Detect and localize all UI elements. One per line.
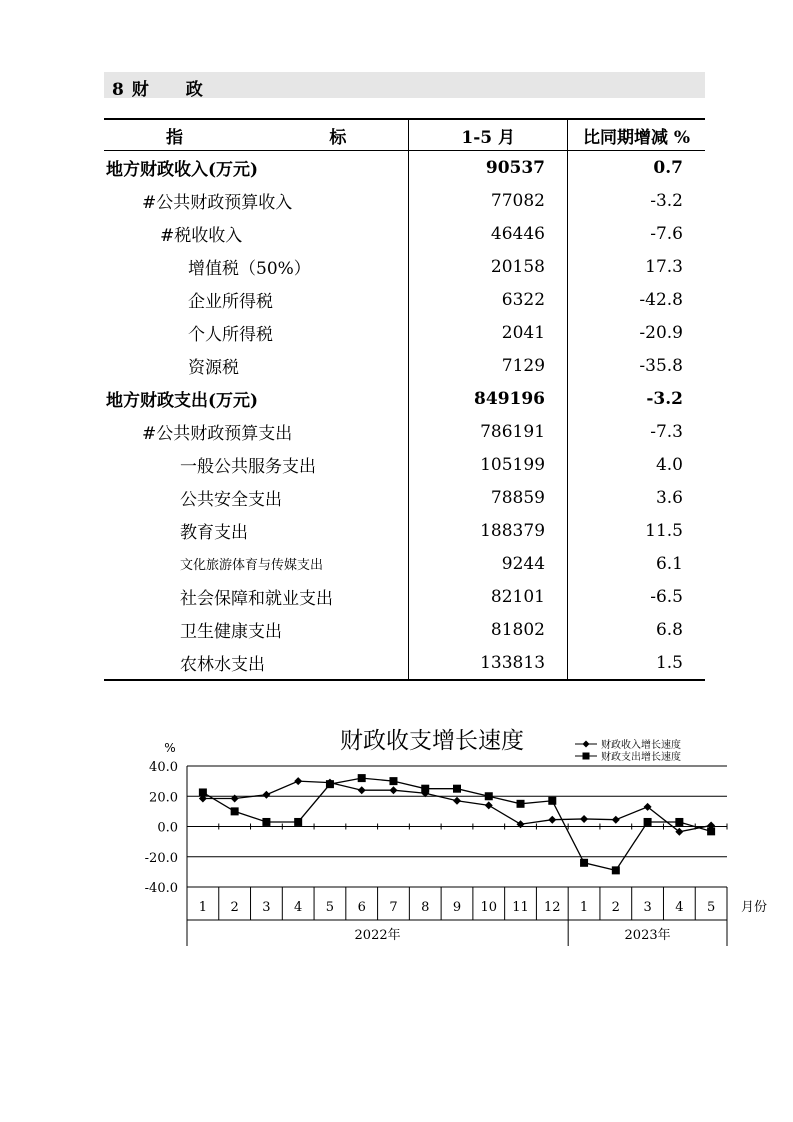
- x-tick-label: 12: [544, 900, 561, 915]
- x-tick-label: 10: [480, 900, 498, 915]
- data-point-revenue: [453, 797, 461, 805]
- table-row: [104, 613, 705, 646]
- row-label: 卫生健康支出: [180, 622, 282, 642]
- x-axis-label: 月份: [740, 900, 768, 915]
- row-change: -3.2: [646, 388, 683, 409]
- row-change: 1.5: [568, 646, 705, 680]
- header-indicator-part2: 标: [329, 127, 347, 148]
- legend-label: 财政支出增长速度: [601, 752, 681, 763]
- header-change: 比同期增减 %: [568, 119, 705, 151]
- data-point-expenditure: [612, 866, 620, 874]
- y-tick-label: 0.0: [157, 820, 178, 836]
- row-label: 资源税: [188, 358, 239, 378]
- year-label: 2022年: [354, 928, 401, 943]
- x-tick-label: 5: [325, 900, 335, 915]
- y-tick-label: 40.0: [149, 760, 178, 775]
- row-change: -42.8: [639, 289, 683, 310]
- table-row: [104, 646, 705, 680]
- data-point-expenditure: [262, 818, 270, 826]
- table-row: [104, 514, 705, 547]
- row-label: 文化旅游体育与传媒支出: [180, 558, 324, 573]
- row-change: 0.7: [653, 157, 683, 178]
- x-tick-label: 2: [230, 900, 239, 915]
- data-point-expenditure: [453, 785, 461, 793]
- row-value: 849196: [409, 382, 568, 415]
- data-point-expenditure: [580, 859, 588, 867]
- table-row: [104, 217, 705, 250]
- data-point-revenue: [612, 816, 620, 824]
- table-row: [104, 448, 705, 481]
- table-row: [104, 382, 705, 415]
- row-label: 地方财政支出(万元): [106, 391, 259, 411]
- header-indicator: [104, 119, 409, 151]
- table-row: [104, 580, 705, 613]
- section-header-bar: [104, 72, 705, 98]
- row-value: 6322: [409, 283, 568, 316]
- row-value: 81802: [409, 613, 568, 646]
- data-point-expenditure: [294, 818, 302, 826]
- row-value: 2041: [409, 316, 568, 349]
- row-change: 3.6: [655, 487, 683, 508]
- row-label: 个人所得税: [188, 325, 273, 345]
- row-label: 地方财政收入(万元): [106, 160, 259, 180]
- legend-marker-diamond: [583, 741, 590, 748]
- row-value: 82101: [409, 580, 568, 613]
- table-row: [104, 184, 705, 217]
- table-row: [104, 250, 705, 283]
- row-label: 社会保障和就业支出: [180, 589, 333, 609]
- finance-table: [104, 118, 705, 681]
- row-change: 4.0: [655, 454, 683, 475]
- row-label: 农林水支出: [104, 646, 409, 680]
- data-point-revenue: [548, 816, 556, 824]
- data-point-revenue: [262, 791, 270, 799]
- x-tick-label: 5: [706, 900, 716, 915]
- data-point-revenue: [231, 795, 239, 803]
- table-row: [104, 481, 705, 514]
- x-tick-label: 7: [389, 900, 398, 915]
- row-value: 188379: [409, 514, 568, 547]
- row-label: 企业所得税: [188, 292, 273, 312]
- x-tick-label: 1: [579, 900, 589, 915]
- row-change: 11.5: [645, 520, 683, 541]
- row-label: 教育支出: [180, 523, 248, 543]
- y-tick-label: 20.0: [149, 790, 178, 806]
- data-point-expenditure: [675, 818, 683, 826]
- row-value: 46446: [409, 217, 568, 250]
- section-title: 8 财 政: [112, 80, 204, 100]
- row-change: -35.8: [639, 355, 683, 376]
- row-value: 7129: [409, 349, 568, 382]
- data-point-expenditure: [707, 827, 715, 835]
- row-value: 105199: [409, 448, 568, 481]
- row-change: -7.6: [650, 223, 683, 244]
- x-tick-label: 6: [357, 900, 366, 915]
- fiscal-growth-chart: [0, 700, 793, 960]
- data-point-expenditure: [326, 780, 334, 788]
- y-unit-label: %: [164, 741, 176, 755]
- x-tick-label: 2: [611, 900, 620, 915]
- row-change: -20.9: [639, 322, 683, 343]
- y-tick-label: -20.0: [144, 850, 178, 866]
- row-value: 77082: [409, 184, 568, 217]
- y-tick-label: -40.0: [144, 881, 178, 896]
- x-tick-label: 9: [452, 900, 462, 915]
- row-change: 6.8: [655, 619, 683, 640]
- table-header-row: [104, 119, 705, 151]
- table-row: [104, 151, 705, 185]
- row-label: 一般公共服务支出: [180, 457, 316, 477]
- header-period: 1-5 月: [409, 119, 568, 151]
- legend-marker-square: [583, 753, 590, 760]
- row-label: #公共财政预算支出: [142, 424, 293, 444]
- row-label: #公共财政预算收入: [142, 193, 293, 213]
- row-change: -3.2: [650, 190, 683, 211]
- header-indicator-part1: 指: [166, 127, 183, 148]
- data-point-expenditure: [548, 797, 556, 805]
- data-point-expenditure: [485, 792, 493, 800]
- row-change: -6.5: [650, 586, 683, 607]
- x-tick-label: 8: [421, 900, 430, 915]
- data-point-revenue: [485, 801, 493, 809]
- row-change: -7.3: [650, 421, 683, 442]
- data-point-expenditure: [199, 788, 207, 796]
- x-tick-label: 3: [643, 900, 652, 915]
- row-value: 90537: [409, 151, 568, 185]
- row-value: 78859: [409, 481, 568, 514]
- x-tick-label: 3: [262, 900, 271, 915]
- data-point-expenditure: [644, 818, 652, 826]
- chart-title: 财政收支增长速度: [340, 728, 524, 754]
- data-point-revenue: [358, 786, 366, 794]
- row-value: 9244: [409, 547, 568, 580]
- data-point-expenditure: [389, 777, 397, 785]
- table-row: [104, 283, 705, 316]
- x-tick-label: 1: [198, 900, 208, 915]
- data-point-expenditure: [517, 800, 525, 808]
- table-row: [104, 547, 705, 580]
- legend-label: 财政收入增长速度: [601, 740, 681, 751]
- data-point-revenue: [517, 820, 525, 828]
- year-label: 2023年: [624, 928, 671, 943]
- data-point-expenditure: [421, 785, 429, 793]
- row-change: 6.1: [655, 553, 683, 574]
- data-point-revenue: [580, 815, 588, 823]
- data-point-expenditure: [358, 774, 366, 782]
- data-point-revenue: [389, 786, 397, 794]
- row-value: 20158: [409, 250, 568, 283]
- data-point-revenue: [294, 777, 302, 785]
- row-value: 133813: [409, 646, 568, 680]
- data-point-expenditure: [231, 807, 239, 815]
- table-row: [104, 349, 705, 382]
- row-label: #税收收入: [160, 226, 243, 246]
- table-row: [104, 415, 705, 448]
- row-label: 公共安全支出: [180, 490, 282, 510]
- row-value: 786191: [409, 415, 568, 448]
- table-row: [104, 316, 705, 349]
- x-tick-label: 11: [512, 900, 529, 915]
- row-change: 17.3: [645, 256, 683, 277]
- x-tick-label: 4: [675, 900, 684, 915]
- row-label: 增值税（50%）: [188, 259, 311, 279]
- x-tick-label: 4: [294, 900, 303, 915]
